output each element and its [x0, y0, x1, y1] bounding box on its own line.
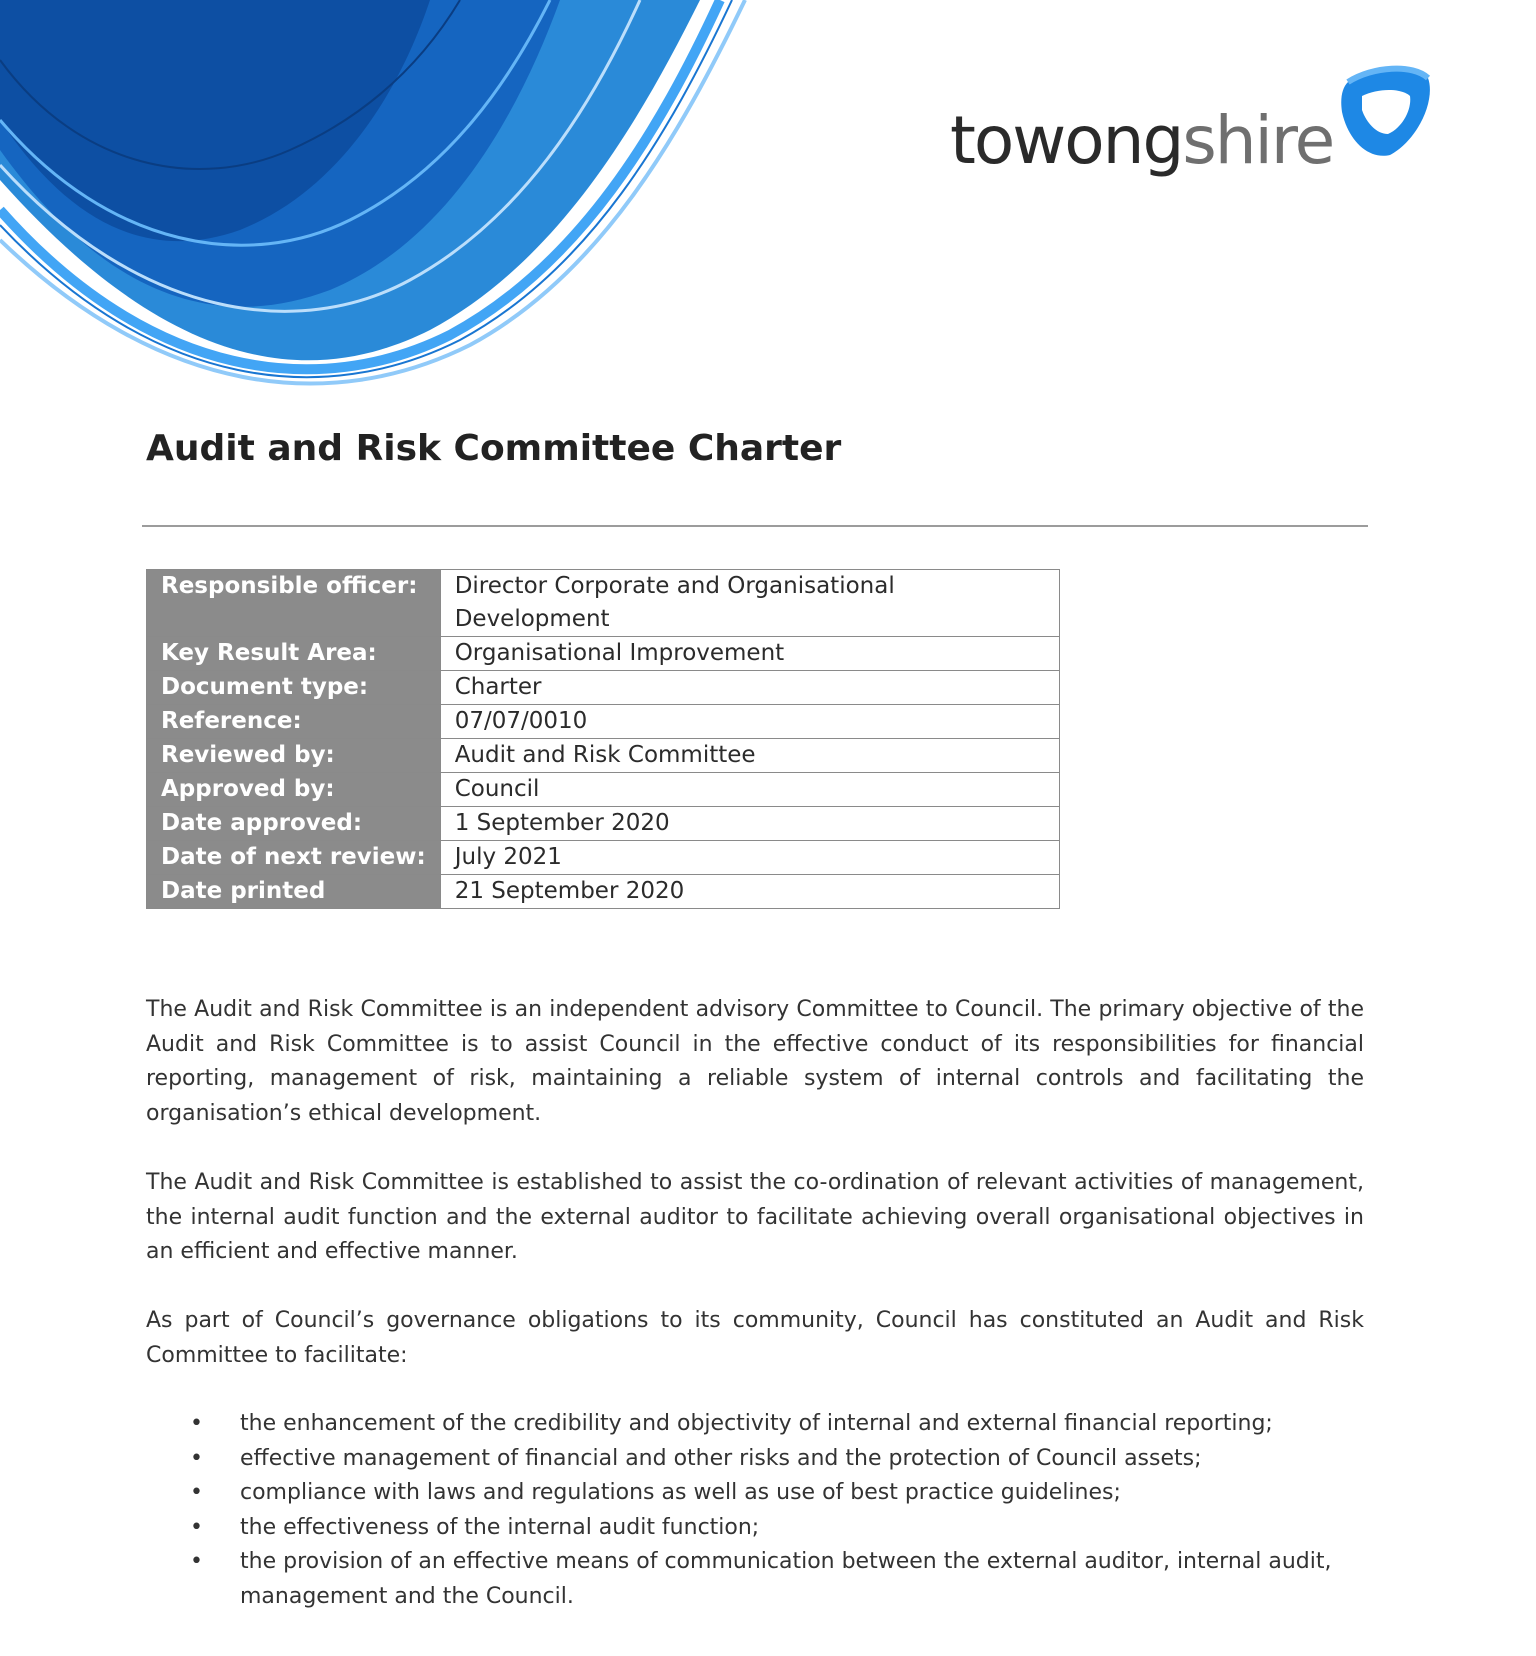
logo-mark-icon [1328, 60, 1438, 170]
logo-wordmark-part1: towong [950, 102, 1183, 179]
meta-value-responsible-officer: Director Corporate and Organisational Development [440, 570, 1059, 637]
title-divider [142, 525, 1368, 527]
meta-value-key-result-area: Organisational Improvement [440, 637, 1059, 671]
document-metadata-table [146, 569, 1060, 909]
meta-label-date-printed: Date printed [147, 875, 441, 909]
document-title: Audit and Risk Committee Charter [146, 428, 842, 469]
list-item-text: the effectiveness of the internal audit function; [240, 1514, 760, 1540]
list-item [146, 1545, 1364, 1614]
table-row [147, 705, 1060, 739]
list-item [146, 1476, 1364, 1511]
meta-value-document-type: Charter [440, 671, 1059, 705]
meta-value-date-printed: 21 September 2020 [440, 875, 1059, 909]
towong-shire-logo [950, 60, 1450, 220]
meta-label-date-of-next-review: Date of next review: [147, 841, 441, 875]
logo-wordmark-part2: shire [1182, 102, 1334, 179]
meta-label-document-type: Document type: [147, 671, 441, 705]
table-row [147, 671, 1060, 705]
meta-value-date-of-next-review: July 2021 [440, 841, 1059, 875]
table-row [147, 807, 1060, 841]
meta-label-key-result-area: Key Result Area: [147, 637, 441, 671]
meta-value-date-approved: 1 September 2020 [440, 807, 1059, 841]
meta-label-approved-by: Approved by: [147, 773, 441, 807]
bullet-icon: • [190, 1514, 203, 1540]
bullet-icon: • [190, 1411, 203, 1436]
table-row [147, 841, 1060, 875]
logo-wordmark [950, 102, 1334, 179]
bullet-icon: • [190, 1480, 203, 1505]
list-item [146, 1407, 1364, 1442]
meta-value-approved-by: Council [440, 773, 1059, 807]
header-swoosh-graphic [0, 0, 760, 400]
table-row [147, 773, 1060, 807]
meta-label-reference: Reference: [147, 705, 441, 739]
list-item-text: the provision of an effective means of communication between the external auditor, internal audit, management and the Council. [240, 1549, 1332, 1609]
bullet-icon: • [190, 1549, 203, 1574]
meta-label-date-approved: Date approved: [147, 807, 441, 841]
purpose-paragraph: The Audit and Risk Committee is established to assist the co-ordination of relevant activities of management, the internal audit function and the external auditor to facilitate achieving overall organisational objectives in an efficient and effective manner. [146, 1170, 1364, 1264]
meta-value-reviewed-by: Audit and Risk Committee [440, 739, 1059, 773]
list-item [146, 1511, 1364, 1546]
list-item [146, 1442, 1364, 1477]
table-row [147, 739, 1060, 773]
governance-paragraph: As part of Council’s governance obligations to its community, Council has constituted an Audit and Risk Committee to facilitate: [146, 1308, 1364, 1368]
list-item-text: effective management of financial and other risks and the protection of Council assets; [240, 1445, 1202, 1471]
meta-value-reference: 07/07/0010 [440, 705, 1059, 739]
table-row [147, 637, 1060, 671]
table-row [147, 570, 1060, 637]
list-item-text: compliance with laws and regulations as well as use of best practice guidelines; [240, 1480, 1121, 1505]
table-row [147, 875, 1060, 909]
objectives-list [146, 1407, 1364, 1614]
meta-label-responsible-officer: Responsible officer: [147, 570, 441, 637]
meta-label-reviewed-by: Reviewed by: [147, 739, 441, 773]
list-item-text: the enhancement of the credibility and objectivity of internal and external financial reporting; [240, 1411, 1273, 1436]
intro-paragraph: The Audit and Risk Committee is an independent advisory Committee to Council. The primary objective of the Audit and Risk Committee is to assist Council in the effective conduct of its responsibilities for financial reporting, management of risk, maintaining a reliable system of internal controls and facilitating the organisation’s ethical development. [146, 997, 1364, 1126]
bullet-icon: • [190, 1445, 203, 1471]
